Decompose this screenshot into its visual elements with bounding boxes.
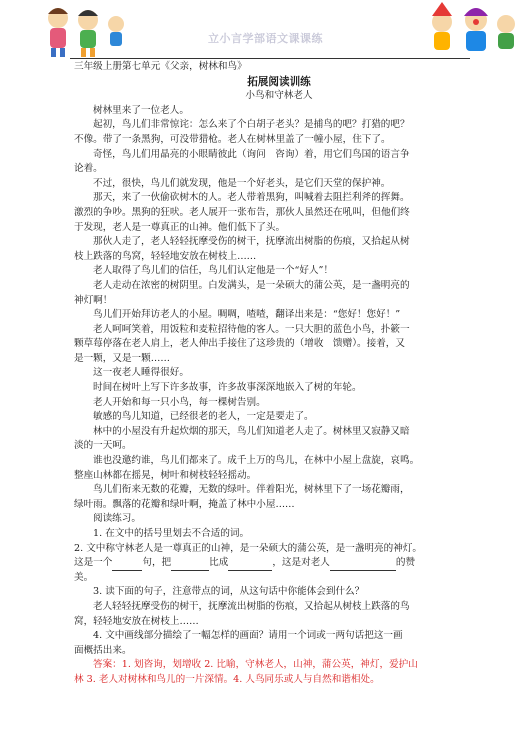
text-line: 面概括出来。: [74, 644, 132, 656]
text-line: 阅读练习。: [93, 513, 141, 525]
text-line: 不过，很快，鸟儿们就发现，他是一个好老头，是它们天堂的保护神。: [93, 177, 391, 189]
header-title: 立小言学部语文课课练: [208, 32, 323, 45]
q2-blank-1: [112, 559, 142, 571]
questions: [74, 585, 484, 658]
text-line: 神灯啊！: [74, 294, 113, 306]
text-line: 树林里来了一位老人。: [93, 104, 189, 116]
q2-text-4: ，这是对老人: [272, 557, 330, 569]
text-line: 3. 读下面的句子，注意带点的词，从这句话中你能体会到什么？: [93, 586, 365, 598]
text-line: 拓展阅读训练: [247, 75, 311, 88]
q2-text-2: 句，把: [142, 557, 172, 569]
q2-blank-2: [171, 559, 209, 571]
cartoon-clown-illustration: [420, 2, 520, 58]
passage: [74, 60, 484, 542]
text-line: 敏感的鸟儿知道，已经很老的老人，一定是要走了。: [93, 411, 314, 423]
answer-line-1: 答案：1. 划咨询，划增收 2. 比喻，守林老人，山神，蒲公英，神灯，爱护山: [93, 659, 418, 671]
text-line: 林中的小屋没有升起炊烟的那天，鸟儿们知道老人走了。树林里又寂静又暗: [93, 425, 410, 437]
text-line: 整座山林都在摇晃，树叶和树枝轻轻摇动。: [74, 469, 257, 481]
header-divider: [70, 58, 470, 59]
text-line: 老人呵呵笑着，用饭粒和麦粒招待他的客人。一只大胆的蓝色小鸟，扑簌一: [93, 323, 410, 335]
text-line: 论着。: [74, 163, 103, 175]
text-line: 不像。带了一条黑狗，可没带猎枪。老人在树林里盖了一幢小屋，住下了。: [74, 133, 391, 145]
question-2-line-2: [74, 556, 484, 571]
document-body: [74, 60, 484, 688]
text-line: 老人开始和每一只小鸟，每一棵树告别。: [93, 396, 266, 408]
text-line: 老人取得了鸟儿们的信任，鸟儿们认定他是一个“好人”！: [93, 265, 334, 277]
q2-text-1: 这是一个: [74, 557, 113, 569]
text-line: 谁也没邀约谁，鸟儿们都来了。成千上万的鸟儿，在林中小屋上盘旋，哀鸣。: [93, 455, 420, 467]
text-line: 老人走动在浓密的树阴里。白发满头，是一朵硕大的蒲公英，是一盏明亮的: [93, 279, 410, 291]
text-line: 1. 在文中的括号里划去不合适的词。: [93, 528, 250, 539]
text-line: 绿叶雨。飘落的花瓣和绿叶啊，掩盖了林中小屋……: [74, 498, 295, 510]
text-line: 起初，鸟儿们非常惊诧：怎么来了个白胡子老头？是捕鸟的吧？打猎的吧？: [93, 119, 410, 131]
text-line: 鸟儿们衔来无数的花瓣，无数的绿叶。伴着阳光，树林里下了一场花瓣雨，: [93, 484, 410, 496]
answer-line-2: 林 3. 老人对树林和鸟儿的一片深情。4. 人鸟同乐或人与自然和谐相处。: [74, 673, 380, 685]
question-2-line-3: 美。: [74, 571, 94, 583]
text-line: 小鸟和守林老人: [245, 90, 313, 102]
page-header: [0, 0, 529, 58]
text-line: 枝上跌落的鸟窝，轻轻地安放在树枝上……: [74, 250, 257, 262]
q2-blank-3: [228, 559, 272, 571]
text-line: 那天，来了一伙偷砍树木的人。老人带着黑狗，叫喊着去阻拦利斧的挥舞。: [93, 192, 410, 204]
text-line: 时间在树叶上写下许多故事，许多故事深深地嵌入了树的年轮。: [93, 382, 362, 394]
text-line: 激烈的争吵。黑狗的狂吠。老人展开一张布告，那伙人虽然还在吼叫，但他们终: [74, 206, 410, 218]
text-line: 鸟儿们开始拜访老人的小屋。啁啁，喳喳，翻译出来是：“您好！您好！”: [93, 309, 401, 321]
text-line: 这一夜老人睡得很好。: [93, 367, 189, 379]
q2-blank-4: [330, 559, 396, 571]
text-line: 奇怪，鸟儿们用晶亮的小眼睛彼此（询问 咨询）着，用它们鸟国的语言争: [93, 148, 410, 160]
text-line: 4. 文中画线部分描绘了一幅怎样的画面？请用一个词或一两句话把这一画: [93, 630, 403, 642]
q2-text-3: 比成: [209, 557, 229, 569]
text-line: 三年级上册第七单元《父亲，树林和鸟》: [74, 61, 247, 72]
text-line: 老人轻轻抚摩受伤的树干，抚摩流出树脂的伤痕，又拾起从树枝上跌落的鸟: [93, 600, 410, 612]
question-2-line-1: 2. 文中称守林老人是一尊真正的山神，是一朵硕大的蒲公英，是一盏明亮的神灯。: [74, 542, 422, 554]
text-line: 那伙人走了，老人轻轻抚摩受伤的树干，抚摩流出树脂的伤痕，又拾起从树: [93, 236, 410, 248]
q2-text-5: 的赞: [395, 557, 416, 569]
text-line: 颗草莓停落在老人肩上，老人伸出手接住了这珍贵的（增收 馈赠）。接着，又: [74, 338, 405, 350]
cartoon-children-illustration: [40, 2, 130, 58]
text-line: 是一颗，又是一颗……: [74, 352, 170, 364]
text-line: 于发现，老人是一尊真正的山神。他们低下了头。: [74, 221, 286, 233]
text-line: 窝，轻轻地安放在树枝上……: [74, 615, 199, 627]
text-line: 淡的一天呵。: [74, 440, 132, 452]
